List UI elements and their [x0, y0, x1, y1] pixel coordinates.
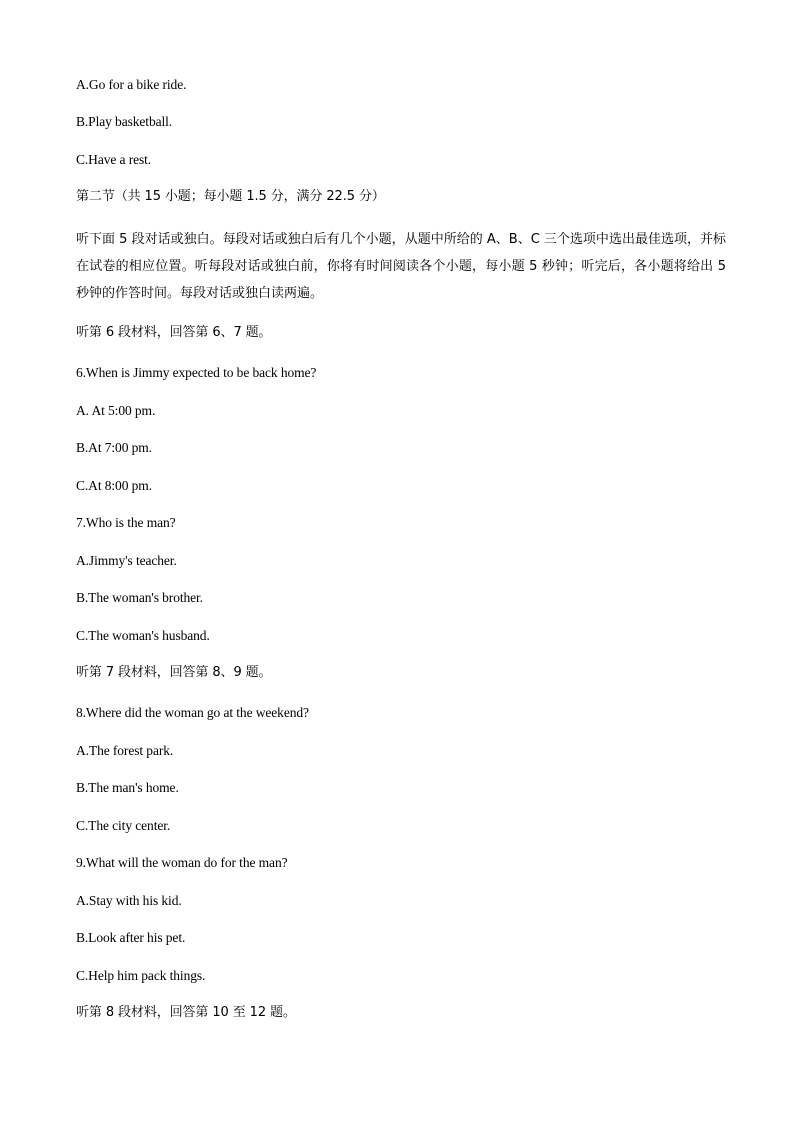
material-6-heading: 听第 6 段材料，回答第 6、7 题。: [76, 325, 272, 340]
question-6: 6.When is Jimmy expected to be back home?: [76, 365, 317, 380]
option-b-basketball: B.Play basketball.: [76, 114, 173, 129]
q8-option-c: C.The city center.: [76, 818, 171, 833]
q9-option-c: C.Help him pack things.: [76, 968, 206, 983]
section-two-heading: 第二节（共 15 小题；每小题 1.5 分，满分 22.5 分）: [76, 189, 385, 204]
section-instructions: 听下面 5 段对话或独白。每段对话或独白后有几个小题，从题中所给的 A、B、C 三个选项中选出最佳选项，并标在试卷的相应位置。听每段对话或独白前，你将有时间阅读各个小题，每小题 5 秒钟；听完后，各小题将给出 5 秒钟的作答时间。每段对话或独白读两遍。: [76, 232, 726, 301]
q6-option-b: B.At 7:00 pm.: [76, 440, 152, 455]
question-9: 9.What will the woman do for the man?: [76, 855, 288, 870]
q7-option-a: A.Jimmy's teacher.: [76, 553, 177, 568]
q9-option-a: A.Stay with his kid.: [76, 893, 182, 908]
q8-option-b: B.The man's home.: [76, 780, 179, 795]
q6-option-a: A. At 5:00 pm.: [76, 403, 156, 418]
material-8-heading: 听第 8 段材料，回答第 10 至 12 题。: [76, 1005, 296, 1020]
option-c-rest: C.Have a rest.: [76, 152, 152, 167]
q6-option-c: C.At 8:00 pm.: [76, 478, 152, 493]
material-7-heading: 听第 7 段材料，回答第 8、9 题。: [76, 665, 272, 680]
q8-option-a: A.The forest park.: [76, 743, 174, 758]
q7-option-b: B.The woman's brother.: [76, 590, 203, 605]
q9-option-b: B.Look after his pet.: [76, 930, 186, 945]
option-a-bike-ride: A.Go for a bike ride.: [76, 77, 187, 92]
question-7: 7.Who is the man?: [76, 515, 176, 530]
question-8: 8.Where did the woman go at the weekend?: [76, 705, 309, 720]
q7-option-c: C.The woman's husband.: [76, 628, 210, 643]
